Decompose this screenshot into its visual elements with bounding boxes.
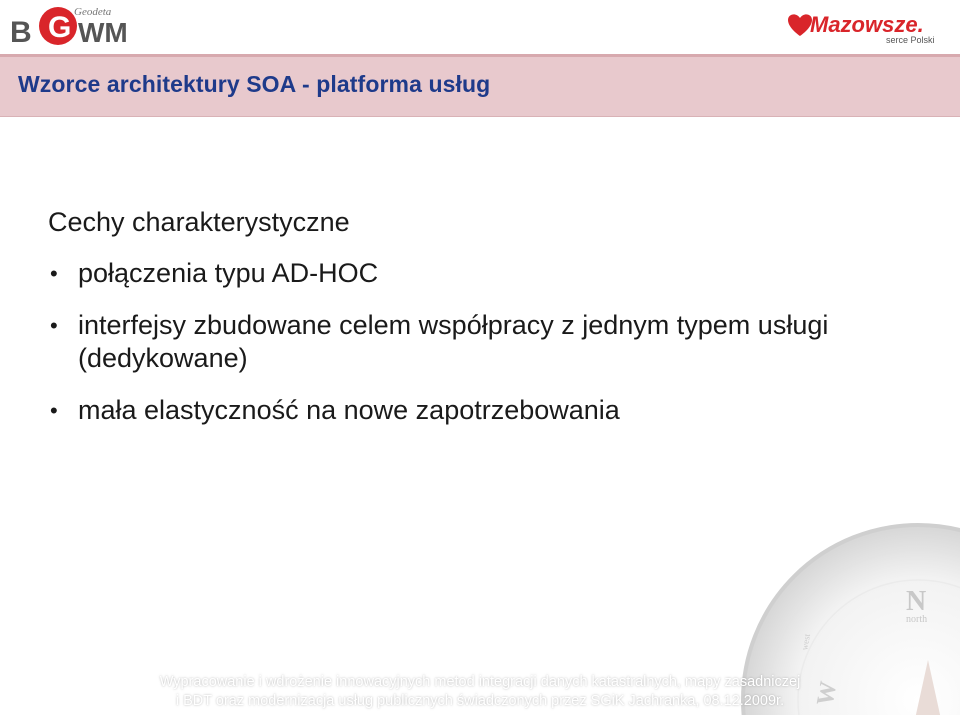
footer-line-1: Wypracowanie i wdrożenie innowacyjnych metod integracji danych katastralnych, mapy zasadniczej xyxy=(159,674,801,690)
footer xyxy=(0,673,960,711)
bullet-item xyxy=(48,257,928,290)
bullet-icon: • xyxy=(50,313,58,338)
bullet-item xyxy=(48,394,928,427)
bullet-text: połączenia typu AD-HOC xyxy=(78,258,379,288)
compass-north-word: north xyxy=(906,614,928,625)
bullet-list xyxy=(48,257,928,446)
footer-line-2: i BDT oraz modernizacja usług publicznych świadczonych przez SGiK Jachranka, 08.12.2009r. xyxy=(175,693,785,709)
bullet-text: interfejsy zbudowane celem współpracy z jednym typem usługi (dedykowane) xyxy=(78,310,829,373)
bullet-text: mała elastyczność na nowe zapotrzebowania xyxy=(78,395,620,425)
mazowsze-tagline: serce Polski xyxy=(886,35,935,45)
mazowsze-logo xyxy=(780,6,950,46)
bullet-icon: • xyxy=(50,261,58,286)
bgwm-logo xyxy=(8,4,138,48)
logo-letter-b: B xyxy=(10,16,32,48)
bullet-item xyxy=(48,309,898,375)
compass-west-letter: W xyxy=(812,679,843,708)
compass-west-word: west xyxy=(799,632,813,651)
logo-tagline: Geodeta xyxy=(74,6,112,18)
logo-letters-wm: WM xyxy=(78,17,128,48)
title-band xyxy=(0,54,960,116)
logo-letter-g: G xyxy=(48,11,72,44)
compass-north-letter: N xyxy=(906,586,927,617)
bullet-icon: • xyxy=(50,398,58,423)
slide-title: Wzorce architektury SOA - platforma usług xyxy=(18,71,491,97)
section-heading: Cechy charakterystyczne xyxy=(48,207,350,237)
mazowsze-wordmark: Mazowsze. xyxy=(810,12,924,37)
heart-icon xyxy=(788,14,812,36)
